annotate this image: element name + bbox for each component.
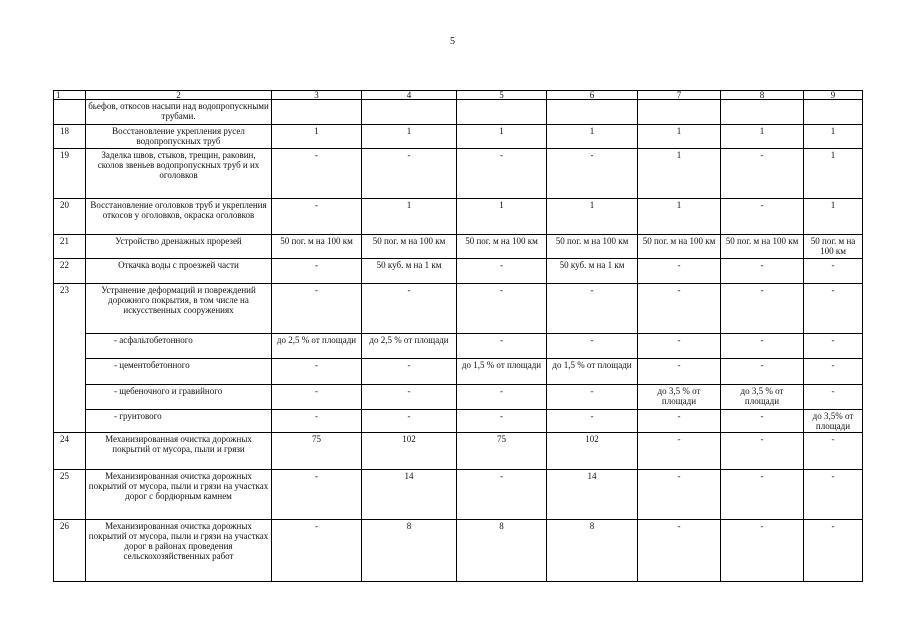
row-number: 19 — [54, 149, 86, 199]
table-cell: 102 — [547, 433, 638, 470]
table-row — [54, 149, 863, 199]
table-cell: - — [804, 359, 863, 385]
table-cell: - — [547, 284, 638, 334]
table-cell: - — [272, 259, 362, 284]
table-cell: - — [804, 520, 863, 582]
table-cell: - — [721, 410, 804, 433]
table-cell: - — [457, 149, 547, 199]
row-number: 20 — [54, 199, 86, 235]
row-number: 25 — [54, 470, 86, 520]
row-number: 18 — [54, 125, 86, 149]
table-cell: - — [804, 470, 863, 520]
table-row — [54, 470, 863, 520]
table-cell: - — [804, 334, 863, 359]
table-cell: - — [721, 470, 804, 520]
table-cell: 1 — [638, 149, 721, 199]
row-number: 26 — [54, 520, 86, 582]
table-cell: 1 — [457, 125, 547, 149]
table-cell: - — [721, 334, 804, 359]
table-cell: - — [721, 359, 804, 385]
work-name: Механизированная очистка дорожных покрытий от мусора, пыли и грязи на участках дорог с бордюрным камнем — [86, 470, 272, 520]
table-cell: - — [457, 284, 547, 334]
table-cell: 1 — [721, 125, 804, 149]
table-cell: 50 куб. м на 1 км — [362, 259, 457, 284]
table-row — [54, 259, 863, 284]
table-cell: 50 пог. м на 100 км — [638, 235, 721, 259]
table-cell: - — [638, 470, 721, 520]
work-name: Восстановление укрепления русел водопропускных труб — [86, 125, 272, 149]
table-cell: - — [804, 385, 863, 410]
table-row — [54, 199, 863, 235]
table-cell: - — [638, 259, 721, 284]
column-header: 3 — [272, 91, 362, 100]
table-cell: - — [638, 520, 721, 582]
table-cell: - — [638, 359, 721, 385]
table-cell: 1 — [547, 199, 638, 235]
column-header: 4 — [362, 91, 457, 100]
table-cell: до 3,5 % от площади — [638, 385, 721, 410]
table-row — [54, 100, 863, 125]
table-cell: 1 — [457, 199, 547, 235]
table-cell: 1 — [272, 125, 362, 149]
table-cell: - — [547, 334, 638, 359]
table-cell: 50 пог. м на 100 км — [804, 235, 863, 259]
column-header: 5 — [457, 91, 547, 100]
row-number: 23 — [54, 284, 86, 433]
table-cell: 50 куб. м на 1 км — [547, 259, 638, 284]
table-cell — [638, 100, 721, 125]
table-cell: - — [721, 433, 804, 470]
table-subrow — [54, 385, 863, 410]
table-cell: 14 — [547, 470, 638, 520]
row-number: 22 — [54, 259, 86, 284]
row-number: 24 — [54, 433, 86, 470]
row-number — [54, 100, 86, 125]
table-cell: - — [457, 259, 547, 284]
table-cell: 75 — [272, 433, 362, 470]
table-cell — [272, 100, 362, 125]
table-cell: 50 пог. м на 100 км — [547, 235, 638, 259]
table-cell: 50 пог. м на 100 км — [272, 235, 362, 259]
table-cell: - — [721, 259, 804, 284]
table-cell: - — [362, 385, 457, 410]
table-header-row — [54, 91, 863, 100]
row-number: 21 — [54, 235, 86, 259]
work-subtype: - асфальтобетонного — [86, 334, 272, 359]
table-cell: - — [638, 433, 721, 470]
table-cell: - — [362, 410, 457, 433]
column-header: 2 — [86, 91, 272, 100]
column-header: 7 — [638, 91, 721, 100]
table-cell: до 3,5% от площади — [804, 410, 863, 433]
table-cell: 1 — [638, 125, 721, 149]
work-subtype: - грунтового — [86, 410, 272, 433]
table-cell: - — [638, 410, 721, 433]
column-header: 9 — [804, 91, 863, 100]
table-cell: 8 — [547, 520, 638, 582]
work-name: Восстановление оголовков труб и укрепления откосов у оголовков, окраска оголовков — [86, 199, 272, 235]
table-cell: 75 — [457, 433, 547, 470]
table-cell: - — [362, 149, 457, 199]
table-cell: - — [272, 199, 362, 235]
table-cell — [457, 100, 547, 125]
table-cell: - — [362, 284, 457, 334]
table-cell: до 1,5 % от площади — [547, 359, 638, 385]
table-row — [54, 284, 863, 334]
table-cell: 14 — [362, 470, 457, 520]
table-cell — [804, 100, 863, 125]
table-row — [54, 125, 863, 149]
table-cell: - — [272, 470, 362, 520]
table-cell: - — [457, 410, 547, 433]
column-header: 6 — [547, 91, 638, 100]
table-row — [54, 520, 863, 582]
table-cell: - — [272, 359, 362, 385]
table-cell: - — [547, 385, 638, 410]
work-name: Механизированная очистка дорожных покрытий от мусора, пыли и грязи на участках дорог в районах проведения сельскохозяйственных работ — [86, 520, 272, 582]
work-name: Устройство дренажных прорезей — [86, 235, 272, 259]
work-name: Устранение деформаций и повреждений дорожного покрытия, в том числе на искусственных сооружениях — [86, 284, 272, 334]
work-name: Заделка швов, стыков, трещин, раковин, сколов звеньев водопропускных труб и их оголовков — [86, 149, 272, 199]
table-cell: - — [721, 199, 804, 235]
table-cell: - — [457, 385, 547, 410]
table-cell: - — [638, 284, 721, 334]
table-cell: - — [272, 520, 362, 582]
table-cell: до 1,5 % от площади — [457, 359, 547, 385]
table-subrow — [54, 410, 863, 433]
table-subrow — [54, 334, 863, 359]
table-cell: 50 пог. м на 100 км — [721, 235, 804, 259]
table-cell: - — [804, 259, 863, 284]
work-name: бьефов, откосов насыпи над водопропускными трубами. — [86, 100, 272, 125]
table-cell: - — [721, 284, 804, 334]
table-cell: 8 — [362, 520, 457, 582]
table-cell: до 3,5 % от площади — [721, 385, 804, 410]
table-cell: 1 — [804, 199, 863, 235]
table-cell: 102 — [362, 433, 457, 470]
table-cell: 1 — [804, 149, 863, 199]
table-cell: до 2,5 % от площади — [362, 334, 457, 359]
table-cell: - — [457, 470, 547, 520]
table-cell: - — [804, 284, 863, 334]
table-cell: - — [272, 149, 362, 199]
table-cell: 1 — [547, 125, 638, 149]
table-cell: - — [362, 359, 457, 385]
table-cell: до 2,5 % от площади — [272, 334, 362, 359]
table-cell: 1 — [362, 199, 457, 235]
table-subrow — [54, 359, 863, 385]
table-cell: 8 — [457, 520, 547, 582]
work-name: Механизированная очистка дорожных покрытий от мусора, пыли и грязи — [86, 433, 272, 470]
table-cell — [547, 100, 638, 125]
table-row — [54, 433, 863, 470]
column-header: 1 — [54, 91, 86, 100]
page-number: 5 — [450, 36, 455, 47]
column-header: 8 — [721, 91, 804, 100]
table-cell: 1 — [804, 125, 863, 149]
table-cell: - — [547, 410, 638, 433]
table-cell: - — [721, 520, 804, 582]
works-table — [53, 90, 863, 582]
table-cell: 50 пог. м на 100 км — [457, 235, 547, 259]
table-cell: - — [804, 433, 863, 470]
table-cell: - — [272, 284, 362, 334]
table-cell: - — [721, 149, 804, 199]
table-cell — [721, 100, 804, 125]
table-cell: - — [638, 334, 721, 359]
table-cell: 50 пог. м на 100 км — [362, 235, 457, 259]
table-cell: 1 — [638, 199, 721, 235]
table-cell: - — [547, 149, 638, 199]
table-cell — [362, 100, 457, 125]
table-row — [54, 235, 863, 259]
table-cell: - — [457, 334, 547, 359]
table-cell: 1 — [362, 125, 457, 149]
work-subtype: - цементобетонного — [86, 359, 272, 385]
work-subtype: - щебеночного и гравийного — [86, 385, 272, 410]
table-cell: - — [272, 410, 362, 433]
work-name: Откачка воды с проезжей части — [86, 259, 272, 284]
table-cell: - — [272, 385, 362, 410]
